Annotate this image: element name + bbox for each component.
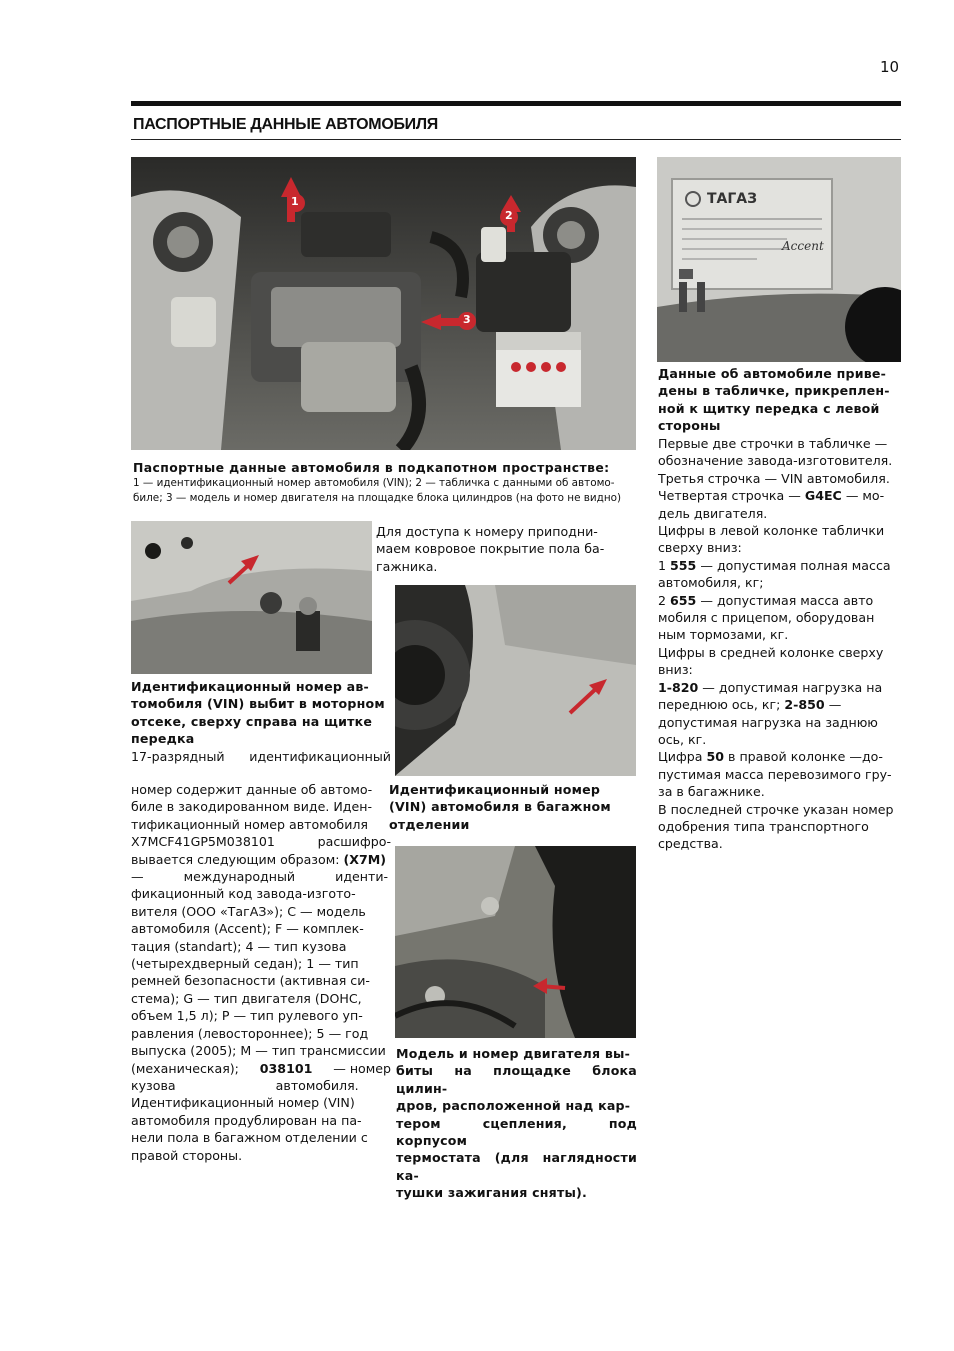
rc-line: переднюю ось, кг; 2-850 — bbox=[658, 697, 842, 713]
engine-caption-title: Паспортные данные автомобиля в подкапотном пространстве: bbox=[133, 460, 610, 475]
marker-1: 1 bbox=[291, 195, 299, 208]
lb-line: кузова автомобиля. bbox=[131, 1077, 359, 1093]
rc-line: вниз: bbox=[658, 662, 693, 678]
lb-line: — международный иденти- bbox=[131, 869, 389, 885]
engine-num-caption-line: дров, расположенной над кар- bbox=[396, 1098, 631, 1114]
rc-line: автомобиля, кг; bbox=[658, 575, 764, 591]
rc-line: Цифры в левой колонке таблички bbox=[658, 523, 885, 539]
rc-line: 1-820 — допустимая нагрузка на bbox=[658, 679, 883, 695]
engine-number-caption bbox=[396, 1045, 637, 1202]
vin-caption-line: томобиля (VIN) выбит в моторном bbox=[131, 696, 385, 712]
trunk-photo bbox=[395, 585, 636, 776]
lb-line: фикационный код завода-изгото- bbox=[131, 886, 356, 902]
rc-line: В последней строчке указан номер bbox=[658, 801, 894, 817]
lb-line: автомобиля (Accent); F — комплек- bbox=[131, 921, 364, 937]
lb-line: Идентификационный номер (VIN) bbox=[131, 1095, 355, 1111]
lb-line: 17-разрядный идентификационный bbox=[131, 749, 391, 764]
lb-line: тификационный номер автомобиля bbox=[131, 816, 369, 832]
engine-caption-line2: биле; 3 — модель и номер двигателя на площадке блока цилиндров (на фото не видно) bbox=[133, 492, 622, 504]
rc-line: ным тормозами, кг. bbox=[658, 627, 789, 643]
vin-photo bbox=[131, 521, 372, 674]
vin-code: X7MCF41GP5M038101 bbox=[131, 834, 275, 850]
rc-line: одобрения типа транспортного bbox=[658, 818, 869, 834]
engine-num-caption-line: Модель и номер двигателя вы- bbox=[396, 1046, 631, 1061]
rc-line: 1 555 — допустимая полная масса bbox=[658, 557, 891, 573]
lb-line: выпуска (2005); M — тип трансмиссии bbox=[131, 1043, 386, 1059]
mid-line: маем ковровое покрытие пола ба- bbox=[376, 541, 605, 557]
trunk-caption bbox=[389, 781, 629, 833]
engine-number-photo bbox=[395, 846, 636, 1038]
rc-line: 2 655 — допустимая масса авто bbox=[658, 592, 874, 608]
marker-2: 2 bbox=[505, 209, 513, 222]
mid-line: гажника. bbox=[376, 558, 438, 574]
lb-line: (четырехдверный седан); 1 — тип bbox=[131, 956, 359, 972]
engine-num-caption-line: термостата (для наглядности ка- bbox=[396, 1150, 637, 1183]
engine-code: G4EC bbox=[804, 488, 842, 504]
plate-caption-line: дены в табличке, прикреплен- bbox=[658, 383, 890, 399]
rc-line: обозначение завода-изготовителя. bbox=[658, 453, 893, 469]
lb-line: вителя (ООО «ТагАЗ»); С — модель bbox=[131, 903, 366, 919]
vin-caption-line: отсеке, сверху справа на щитке bbox=[131, 713, 373, 729]
lb-line: стема); G — тип двигателя (DOHC, bbox=[131, 990, 362, 1006]
plate-photo bbox=[657, 157, 901, 362]
lb-line: правой стороны. bbox=[131, 1147, 243, 1163]
right-column-text bbox=[658, 435, 901, 853]
page-title: ПАСПОРТНЫЕ ДАННЫЕ АВТОМОБИЛЯ bbox=[133, 116, 438, 133]
page-number: 10 bbox=[880, 58, 900, 76]
engine-bay-photo bbox=[131, 157, 636, 450]
rc-line: дель двигателя. bbox=[658, 505, 768, 521]
lb-line: объем 1,5 л); P — тип рулевого уп- bbox=[131, 1008, 363, 1024]
marker-3: 3 bbox=[463, 313, 471, 326]
rc-line: сверху вниз: bbox=[658, 540, 742, 556]
lb-line: (механическая); 038101 — номер bbox=[131, 1060, 391, 1076]
lb-line: тация (standart); 4 — тип кузова bbox=[131, 938, 347, 954]
plate-caption-line: стороны bbox=[658, 418, 721, 434]
lb-line: ремней безопасности (активная си- bbox=[131, 973, 370, 989]
rc-line: Третья строчка — VIN автомобиля. bbox=[658, 470, 890, 486]
vin-caption-line: передка bbox=[131, 731, 195, 747]
rc-line: средства. bbox=[658, 836, 723, 852]
vin-caption bbox=[131, 678, 391, 748]
trunk-caption-line: (VIN) автомобиля в багажном bbox=[389, 799, 611, 815]
title-underline bbox=[131, 139, 901, 140]
lb-line: равления (левостороннее); 5 — год bbox=[131, 1025, 369, 1041]
plate-brand: ТАГАЗ bbox=[707, 191, 758, 207]
plate-caption-line: ной к щитку передка с левой bbox=[658, 400, 880, 416]
rc-line: пустимая масса перевозимого гру- bbox=[658, 766, 892, 782]
lb-line: вывается следующим образом: (X7M) bbox=[131, 851, 387, 867]
engine-num-caption-line: тером сцепления, под корпусом bbox=[396, 1115, 637, 1149]
plate-caption-line: Данные об автомобиле приве- bbox=[658, 366, 887, 381]
vin-decode-text bbox=[131, 781, 391, 1164]
lb-line: X7MCF41GP5M038101 расшифро- bbox=[131, 834, 391, 850]
engine-caption-line1: 1 — идентификационный номер автомобиля (VIN); 2 — табличка с данными об автомо- bbox=[133, 477, 615, 489]
trunk-caption-line: Идентификационный номер bbox=[389, 782, 601, 797]
rc-line: Четвертая строчка — G4EC — мо- bbox=[658, 488, 885, 504]
lb-line: биле в закодированном виде. Иден- bbox=[131, 799, 373, 815]
engine-num-caption-line: тушки зажигания сняты). bbox=[396, 1185, 587, 1201]
mid-line: Для доступа к номеру приподни- bbox=[376, 524, 598, 539]
trunk-caption-line: отделении bbox=[389, 816, 470, 832]
rc-line: Первые две строчки в табличке — bbox=[658, 436, 888, 451]
plate-caption bbox=[658, 365, 901, 435]
header-rule bbox=[131, 101, 901, 106]
plate-model: Accent bbox=[782, 239, 824, 253]
rc-line: допустимая нагрузка на заднюю bbox=[658, 714, 878, 730]
rc-line: ось, кг. bbox=[658, 731, 707, 747]
vin-description-text bbox=[131, 748, 391, 765]
engine-num-caption-line: биты на площадке блока цилин- bbox=[396, 1063, 637, 1096]
lb-line: номер содержит данные об автомо- bbox=[131, 782, 373, 797]
vin-caption-line: Идентификационный номер ав- bbox=[131, 679, 369, 694]
rc-line: Цифры в средней колонке сверху bbox=[658, 644, 884, 660]
trunk-access-text bbox=[376, 523, 634, 575]
rc-line: Цифра 50 в правой колонке —до- bbox=[658, 749, 883, 765]
lb-line: автомобиля продублирован на па- bbox=[131, 1112, 362, 1128]
rc-line: мобиля с прицепом, оборудован bbox=[658, 610, 875, 626]
lb-line: нели пола в багажном отделении с bbox=[131, 1130, 368, 1146]
rc-line: за в багажнике. bbox=[658, 784, 765, 800]
